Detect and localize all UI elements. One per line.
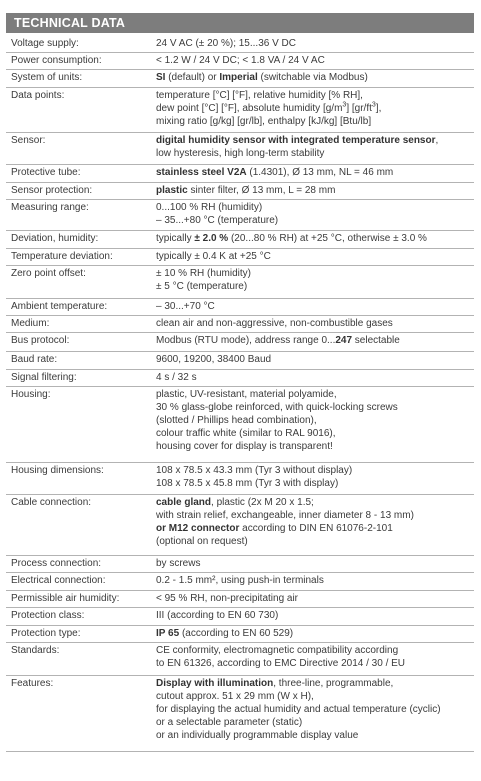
spec-value-line: [156, 535, 474, 548]
text: mixing ratio [g/kg] [gr/lb], enthalpy [kJ/kg] [Btu/lb]: [156, 116, 372, 127]
text: (optional on request): [156, 536, 248, 547]
spec-value-line: [156, 414, 474, 427]
text: with strain relief, exchangeable, inner diameter 8 - 13 mm): [156, 510, 414, 521]
spec-value: [152, 183, 474, 199]
spec-value-line: [156, 300, 474, 313]
spec-row: [6, 200, 474, 231]
bold-text: or M12 connector: [156, 523, 240, 534]
spec-row: [6, 643, 474, 676]
spec-value-line: [156, 703, 474, 716]
spec-row: [6, 70, 474, 88]
spec-row: [6, 249, 474, 266]
text: for displaying the actual humidity and actual temperature (cyclic): [156, 704, 441, 715]
text: (20...80 % RH) at +25 °C, otherwise ± 3.0 %: [228, 233, 427, 244]
spec-value-line: [156, 522, 474, 535]
spec-label: Medium:: [11, 318, 50, 329]
text: Modbus (RTU mode), address range 0...: [156, 335, 336, 346]
spec-label: Deviation, humidity:: [11, 233, 99, 244]
spec-label: Electrical connection:: [11, 575, 106, 586]
spec-label: Protection type:: [11, 628, 81, 639]
text: cutout approx. 51 x 29 mm (W x H),: [156, 691, 314, 702]
spec-value: [152, 133, 474, 164]
spec-row: [6, 463, 474, 495]
spec-value-line: [156, 609, 474, 622]
text: < 95 % RH, non-precipitating air: [156, 593, 299, 604]
spec-value-line: [156, 496, 474, 509]
spec-row: [6, 387, 474, 463]
text: CE conformity, electromagnetic compatibility according: [156, 645, 399, 656]
text: to EN 61326, according to EMC Directive 2014 / 30 / EU: [156, 658, 406, 669]
text: ],: [375, 103, 382, 114]
spec-value: [152, 370, 474, 386]
spec-value-line: [156, 54, 474, 67]
spec-value-line: [156, 716, 474, 729]
text: according to DIN EN 61076-2-101: [239, 523, 393, 534]
spec-value: [152, 70, 474, 87]
spec-value: [152, 266, 474, 298]
spec-row: [6, 608, 474, 626]
spec-label: Data points:: [11, 90, 65, 101]
spec-value: [152, 608, 474, 625]
spec-value-line: [156, 166, 474, 179]
text: ± 5 °C (temperature): [156, 281, 248, 292]
spec-row: [6, 495, 474, 556]
spec-row: [6, 370, 474, 387]
spec-value-line: [156, 427, 474, 440]
spec-value: [152, 36, 474, 52]
spec-value-line: [156, 184, 474, 197]
spec-label: Features:: [11, 678, 54, 689]
spec-value: [152, 352, 474, 369]
text: 108 x 78.5 x 45.8 mm (Tyr 3 with display): [156, 478, 339, 489]
spec-value: [152, 88, 474, 132]
text: 0...100 % RH (humidity): [156, 202, 263, 213]
text: 0.2 - 1.5 mm², using push-in terminals: [156, 575, 324, 586]
text: 3: [342, 101, 347, 109]
bold-text: IP 65: [156, 628, 180, 639]
spec-value-line: [156, 334, 474, 347]
spec-row: [6, 88, 474, 133]
spec-value-line: [156, 557, 474, 570]
spec-value-line: [156, 677, 474, 690]
bold-text: stainless steel V2A: [156, 167, 247, 178]
text: (default) or: [165, 72, 220, 83]
spec-value: [152, 299, 474, 315]
spec-row: [6, 299, 474, 316]
spec-label: Zero point offset:: [11, 268, 86, 279]
spec-row: [6, 626, 474, 643]
spec-value: [152, 387, 474, 462]
spec-value-line: [156, 440, 474, 453]
bold-text: plastic: [156, 185, 188, 196]
text: plastic, UV-resistant, material polyamide,: [156, 389, 337, 400]
spec-value-line: [156, 232, 474, 245]
spec-label: Protection class:: [11, 610, 85, 621]
spec-value-line: [156, 509, 474, 522]
text: temperature [°C] [°F], relative humidity [% RH],: [156, 90, 363, 101]
spec-value-line: [156, 657, 474, 670]
spec-value: [152, 676, 474, 751]
spec-label: Housing dimensions:: [11, 465, 104, 476]
spec-row: [6, 183, 474, 200]
text: 4 s / 32 s: [156, 372, 197, 383]
spec-label: Sensor:: [11, 135, 46, 146]
text: 3: [371, 101, 376, 109]
spec-value-line: [156, 37, 474, 50]
text: typically ± 0.4 K at +25 °C: [156, 251, 271, 262]
bold-text: Imperial: [219, 72, 258, 83]
bold-text: 247: [335, 335, 353, 346]
spec-value-line: [156, 371, 474, 384]
text: housing cover for display is transparent!: [156, 441, 333, 452]
spec-value-line: [156, 388, 474, 401]
bold-text: ± 2.0 %: [194, 233, 229, 244]
text: or a selectable parameter (static): [156, 717, 303, 728]
spec-value-line: [156, 147, 474, 160]
spec-row: [6, 165, 474, 183]
spec-row: [6, 573, 474, 591]
text: – 35...+80 °C (temperature): [156, 215, 279, 226]
spec-value: [152, 231, 474, 248]
spec-row: [6, 352, 474, 370]
text: selectable: [352, 335, 400, 346]
text: ] [gr/ft: [346, 103, 372, 114]
text: 9600, 19200, 38400 Baud: [156, 354, 272, 365]
spec-value-line: [156, 690, 474, 703]
spec-value: [152, 333, 474, 351]
spec-label: Protective tube:: [11, 167, 81, 178]
spec-value-line: [156, 464, 474, 477]
spec-value: [152, 573, 474, 590]
spec-row: [6, 266, 474, 299]
spec-value: [152, 463, 474, 494]
spec-value-line: [156, 250, 474, 263]
spec-value: [152, 643, 474, 675]
spec-value-line: [156, 115, 474, 128]
spec-row: [6, 591, 474, 608]
spec-label: Ambient temperature:: [11, 301, 108, 312]
spec-row: [6, 316, 474, 333]
text: (according to EN 60 529): [179, 628, 294, 639]
spec-value-line: [156, 89, 474, 102]
text: – 30...+70 °C: [156, 301, 215, 312]
text: (slotted / Phillips head combination),: [156, 415, 317, 426]
spec-label: Process connection:: [11, 558, 102, 569]
text: III (according to EN 60 730): [156, 610, 279, 621]
spec-row: [6, 333, 474, 352]
spec-label: Bus protocol:: [11, 335, 70, 346]
spec-value: [152, 316, 474, 332]
spec-row: [6, 231, 474, 249]
spec-value-line: [156, 201, 474, 214]
spec-value-line: [156, 134, 474, 147]
spec-value-line: [156, 574, 474, 587]
spec-row: [6, 53, 474, 70]
spec-label: Temperature deviation:: [11, 251, 113, 262]
bold-text: SI: [156, 72, 166, 83]
text: 108 x 78.5 x 43.3 mm (Tyr 3 without display): [156, 465, 353, 476]
spec-row: [6, 36, 474, 53]
spec-label: Measuring range:: [11, 202, 89, 213]
spec-value-line: [156, 267, 474, 280]
spec-value: [152, 53, 474, 69]
text: dew point [°C] [°F], absolute humidity [g/m: [156, 103, 343, 114]
text: , three-line, programmable,: [273, 678, 394, 689]
text: 24 V AC (± 20 %); 15...36 V DC: [156, 38, 296, 49]
spec-label: Housing:: [11, 389, 51, 400]
text: clean air and non-aggressive, non-combustible gases: [156, 318, 393, 329]
bold-text: cable gland: [156, 497, 212, 508]
spec-label: Sensor protection:: [11, 185, 93, 196]
spec-value-line: [156, 644, 474, 657]
bold-text: digital humidity sensor with integrated temperature sensor: [156, 135, 436, 146]
spec-value-line: [156, 627, 474, 640]
spec-value: [152, 249, 474, 265]
spec-label: System of units:: [11, 72, 83, 83]
spec-label: Signal filtering:: [11, 372, 77, 383]
text: ,: [435, 135, 439, 146]
spec-label: Baud rate:: [11, 354, 58, 365]
text: (switchable via Modbus): [257, 72, 368, 83]
spec-value: [152, 626, 474, 642]
text: colour traffic white (similar to RAL 9016),: [156, 428, 336, 439]
spec-row: [6, 133, 474, 165]
bold-text: Display with illumination: [156, 678, 274, 689]
spec-value-line: [156, 214, 474, 227]
spec-value-line: [156, 280, 474, 293]
technical-data-table: [6, 36, 474, 752]
spec-value-line: [156, 353, 474, 366]
spec-value: [152, 200, 474, 230]
spec-label: Cable connection:: [11, 497, 92, 508]
spec-value-line: [156, 401, 474, 414]
spec-value: [152, 556, 474, 572]
spec-value-line: [156, 729, 474, 742]
spec-value-line: [156, 477, 474, 490]
spec-label: Voltage supply:: [11, 38, 79, 49]
spec-value: [152, 165, 474, 182]
spec-row: [6, 676, 474, 752]
text: by screws: [156, 558, 201, 569]
spec-label: Power consumption:: [11, 55, 102, 66]
spec-value-line: [156, 592, 474, 605]
text: low hysteresis, high long-term stability: [156, 148, 325, 159]
section-title: TECHNICAL DATA: [6, 13, 474, 33]
text: < 1.2 W / 24 V DC; < 1.8 VA / 24 V AC: [156, 55, 325, 66]
text: 30 % glass-globe reinforced, with quick-locking screws: [156, 402, 398, 413]
text: typically: [156, 233, 195, 244]
text: , plastic (2x M 20 x 1.5;: [211, 497, 314, 508]
spec-row: [6, 556, 474, 573]
spec-label: Permissible air humidity:: [11, 593, 120, 604]
text: sinter filter, Ø 13 mm, L = 28 mm: [187, 185, 336, 196]
spec-value: [152, 495, 474, 555]
spec-label: Standards:: [11, 645, 60, 656]
spec-value-line: [156, 102, 474, 115]
text: ± 10 % RH (humidity): [156, 268, 251, 279]
text: or an individually programmable display value: [156, 730, 359, 741]
spec-value-line: [156, 317, 474, 330]
text: (1.4301), Ø 13 mm, NL = 46 mm: [246, 167, 394, 178]
spec-value: [152, 591, 474, 607]
spec-value-line: [156, 71, 474, 84]
